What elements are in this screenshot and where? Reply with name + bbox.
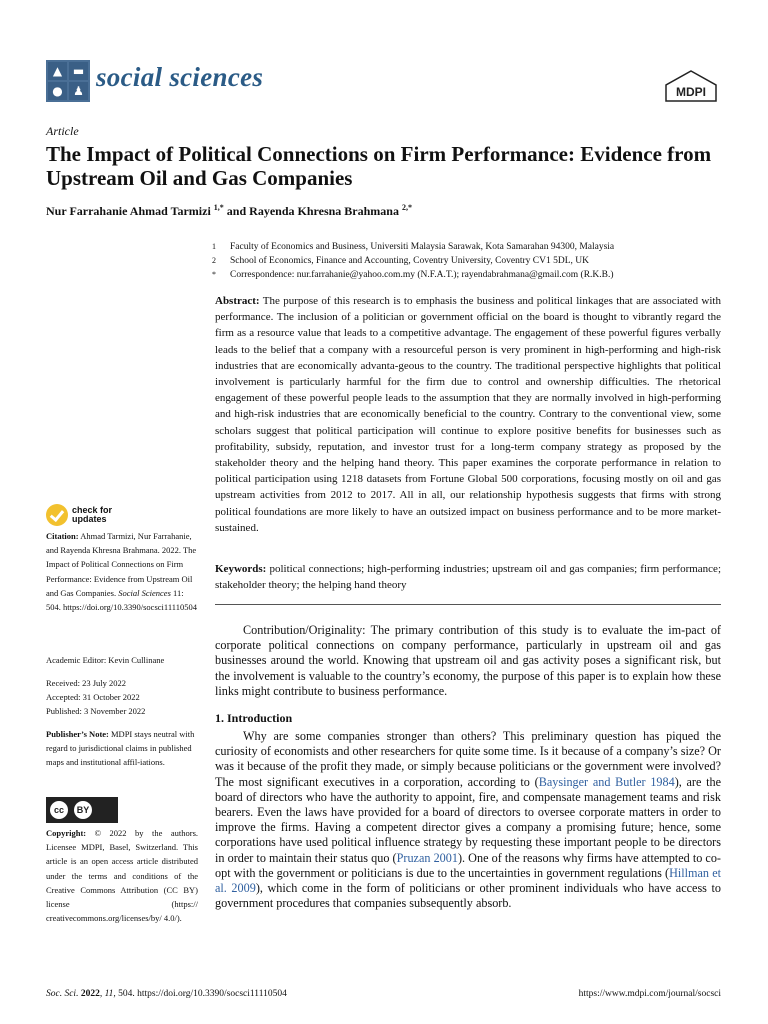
accepted-date: Accepted: 31 October 2022 [46,692,140,703]
mdpi-logo[interactable] [664,70,718,102]
contribution-paragraph: Contribution/Originality: The primary contribution of this study is to evaluate the im-pact of corporate political connections on company performance, particularly in upstream oil and gas businesses around the world. Knowing that upstream oil and gas activity poses a significant risk, but the involvement is valuable to the country’s economy, the purpose of this paper is to explain how these links might contribute to business performance. [215,623,721,698]
history-dates [46,676,198,719]
copyright-text: © 2022 by the authors. Licensee MDPI, Basel, Switzerland. This article is an open access article distributed under the terms and conditions of the Creative Commons Attribution (CC BY) license (https:// creativecommons.org/licenses/by/ 4.0/). [46,828,199,924]
checkmark-icon [46,504,68,526]
footer-url[interactable]: https://www.mdpi.com/journal/socsci [578,989,721,999]
correspondence-text[interactable]: Correspondence: nur.farrahanie@yahoo.com.my (N.F.A.T.); rayendabrahmana@gmail.com (R.K.B.) [230,270,614,280]
affiliations [212,240,732,282]
citation-text: Ahmad Tarmizi, Nur Farrahanie, and Rayenda Khresna Brahmana. 2022. The Impact of Political Connections on Firm Performance: Evidence from Upstream Oil and Gas Companies. [46,531,197,598]
footer-year: 2022 [80,989,100,999]
divider [215,604,721,605]
author-name[interactable]: Rayenda Khresna Brahmana [249,204,399,218]
affiliation-mark: * [212,270,216,279]
page-title: The Impact of Political Connections on Firm Performance: Evidence from Upstream Oil and Gas Companies [46,142,712,190]
check-for-updates-button[interactable] [46,504,112,526]
publisher-note-text: MDPI stays neutral with regard to jurisdictional claims in published maps and institutional affil-iations. [46,729,195,768]
text-run: ), which come in the form of politicians or other prominent individuals who have access to government procedures that companies subsequently absorb. [215,881,721,911]
affiliation-item [212,268,732,282]
citation-link[interactable]: Hillman et al. 2009 [215,865,721,896]
book-icon: ▬ [69,62,88,80]
keywords [215,561,721,593]
introduction-section [215,729,721,911]
affiliation-text: School of Economics, Finance and Accounting, Coventry University, Coventry CV1 5DL, UK [230,256,590,266]
citation-journal: Social Sciences [118,587,171,598]
affiliation-text: Faculty of Economics and Business, Universiti Malaysia Sarawak, Kota Samarahan 94300, Malaysia [230,242,615,252]
affiliation-item [212,240,732,254]
cc-icon: cc [50,801,68,819]
citation-doi[interactable]: 11: 504. https://doi.org/10.3390/socsci11110504 [46,587,197,613]
author-affil-mark: 1,* [213,203,224,212]
publisher-note [46,727,198,770]
journal-logo [46,60,90,102]
author-conjunction: and [226,204,247,218]
received-date: Received: 23 July 2022 [46,678,127,688]
abstract-label: Abstract: [215,295,260,307]
check-line: updates [72,514,107,524]
citation-link[interactable]: Baysinger and Butler 1984 [538,774,675,789]
footer-volume: 11 [104,989,114,999]
affiliation-item [212,254,732,268]
contribution-section [215,623,721,699]
cc-by-license-badge[interactable] [46,797,118,823]
journal-name[interactable]: social sciences [96,62,264,92]
citation-label: Citation: [46,531,79,541]
affiliation-mark: 2 [212,256,216,265]
section-heading: 1. Introduction [215,711,293,725]
citation-block [46,529,198,614]
copyright-label: Copyright: [46,828,87,838]
footer-journal: Soc. Sci. [46,989,79,999]
abstract [215,293,721,536]
copyright-block [46,826,198,925]
text-run: ). One of the reasons why firms have attempted to co-opt with the government or politicians is due to the uncertainties in government regulations ( [215,850,721,880]
footer-doi[interactable]: , 504. https://doi.org/10.3390/socsci11110504 [113,989,287,999]
by-icon: BY [74,801,92,819]
published-date: Published: 3 November 2022 [46,706,146,717]
author-list [46,203,412,219]
globe-icon: ● [48,82,67,100]
keywords-label: Keywords: [215,563,267,575]
academic-editor: Academic Editor: Kevin Cullinane [46,655,165,665]
people-icon: ♟ [69,82,88,100]
building-icon: ▲ [48,62,67,80]
affiliation-mark: 1 [212,242,216,251]
keywords-text: political connections; high-performing industries; upstream oil and gas companies; firm performance; stakeholder theory; the helping hand theory [215,563,721,591]
author-affil-mark: 2,* [401,203,412,212]
abstract-text: The purpose of this research is to emphasis the business and political linkages that are associated with performance. The inclusion of a politician or government official on the board is thought to vibrantly regard the firm as a resource value that leads to a competitive advantage. The engagement of these powerful figures verbally leads to the belief that a company with a resourceful person is very prominent in high-performing and high-risk industries that are economically advanta-geous to the country. The traditional perspective highlights that political involvement is particularly harmful for the firm due to control and ownership difficulties. The rhetorical engagement of these powerful people leads to the assumption that they are normally involved in high-performing and high-risk industries that are economically beneficial to the country. Contrary to the conventional view, some scholars suggest that political participation will continue to explore positive benefits for businesses such as profitability, subsidy, reputation, and investor trust for a long-term company strategy as proposed by the stakeholder theory and the helping hand theory. This paper examines the corporate performance in relation to political participation using 1218 datasets from Fortune Global 500 corporations, focusing mostly on oil and gas upstream activities from 2012 to 2017. All in all, our relationship hypothesis suggests that firms with strong political foundations are more likely to have an outsized impact on business performance and to be more market-sustained. [215,295,721,534]
footer-citation: Soc. Sci. 2022, 11, 504. https://doi.org/10.3390/socsci11110504 [46,989,287,999]
article-type: Article [46,124,79,138]
text-run: ), are the board of directors who have the authority to appoint, fire, and compensate management teams and risk bearers. Even the laws have provided for a board of directors to oversee corporate matters in order to improve the firms. Having a competent director gives a company a promising future; hence, some corporations have used political influence strategy by requesting these important people to be directors in order to maintain their status quo ( [215,774,722,865]
text-run: Why are some companies stronger than others? This preliminary question has piqued the curiosity of economists and other researchers for quite some time. Is it because of a company’s size? Or was it because of the profit they made, or simply because politicians or the government were involved? The most significant executives in a corporation, according to ( [215,729,721,789]
publisher-note-label: Publisher’s Note: [46,729,109,739]
citation-link[interactable]: Pruzan 2001 [396,850,458,865]
check-line: check for [72,505,113,515]
mdpi-logo-text: MDPI [676,85,706,99]
introduction-paragraph [215,729,721,911]
author-name[interactable]: Nur Farrahanie Ahmad Tarmizi [46,204,211,218]
